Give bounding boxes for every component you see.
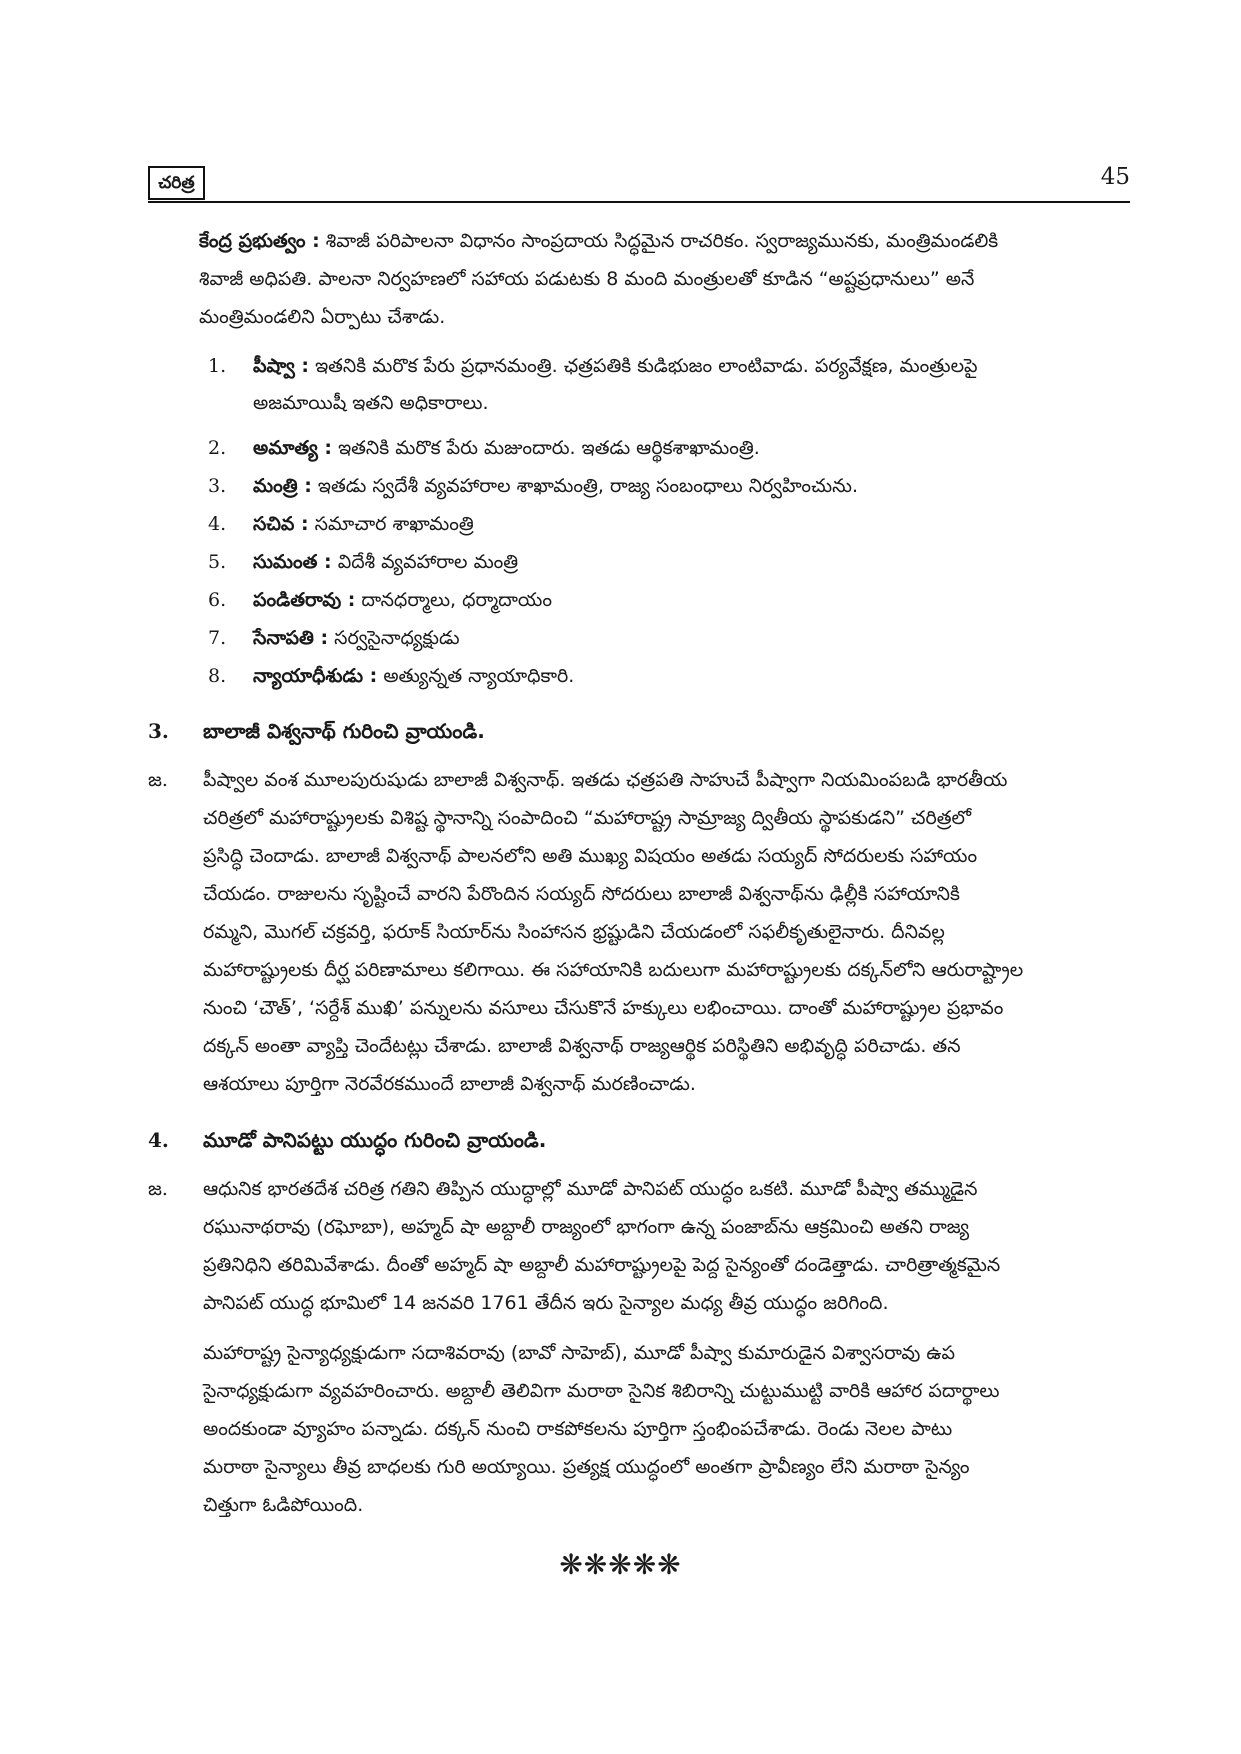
minister-title: సచివ :: [253, 513, 309, 535]
q4-answer-line: చిత్తుగా ఓడిపోయింది.: [203, 1494, 364, 1516]
minister-title: పండితరావు :: [253, 589, 356, 611]
q4-answer-line: ప్రతినిధిని తరిమివేశాడు. దీంతో అహ్మద్ షా అబ్దాలీ మహారాష్ట్రులపై పెద్ద సైన్యంతో దండెత్తాడు. చారిత్రాత్మకమైన: [203, 1254, 1001, 1276]
q4-answer-line: పానిపట్ యుద్ధ భూమిలో 14 జనవరి 1761 తేదీన ఇరు సైన్యాల మధ్య తీవ్ర యుద్ధం జరిగింది.: [203, 1292, 889, 1314]
minister-num: 7.: [208, 627, 227, 649]
q3-answer-line: చరిత్రలో మహారాష్ట్రులకు విశిష్ట స్థానాన్ని సంపాదించి “మహారాష్ట్ర సామ్రాజ్య ద్వితీయ స్థాపకుడని” చరిత్రలో: [203, 807, 972, 829]
minister-num: 5.: [208, 551, 227, 573]
minister-title: మంత్రి :: [253, 475, 312, 497]
minister-title: పీష్వా :: [253, 355, 310, 377]
minister-item: [253, 510, 474, 538]
minister-num: 3.: [208, 475, 227, 497]
minister-text: విదేశీ వ్యవహారాల మంత్రి: [337, 551, 519, 573]
question-3-heading: బాలాజీ విశ్వనాథ్ గురించి వ్రాయండి.: [203, 719, 485, 743]
q4-answer-line: మహారాష్ట్ర సైన్యాధ్యక్షుడుగా సదాశివరావు (బావో సాహెబ్), మూడో పీష్వా కుమారుడైన విశ్వాసరావు ఉప: [203, 1342, 956, 1364]
minister-text: సమాచార శాఖామంత్రి: [314, 513, 474, 535]
minister-title: సేనాపతి :: [253, 627, 329, 649]
minister-num: 4.: [208, 513, 227, 535]
central-gov-line-2: శివాజీ అధిపతి. పాలనా నిర్వహణలో సహాయ పడుటకు 8 మంది మంత్రులతో కూడిన “అష్టప్రధానులు” అనే: [199, 268, 975, 290]
central-gov-line-1: [199, 227, 998, 255]
q3-answer-line: మహారాష్ట్రులకు దీర్ఘ పరిణామాలు కలిగాయి. ఈ సహాయానికి బదులుగా మహారాష్ట్రులకు దక్కన్‌లోని ఆరురాష్ట్రాల: [203, 959, 1024, 981]
minister-item: [253, 586, 552, 614]
q3-answer-line: ఆశయాలు పూర్తిగా నెరవేరకముందే బాలాజీ విశ్వనాథ్ మరణించాడు.: [203, 1073, 696, 1095]
central-gov-heading: కేంద్ర ప్రభుత్వం :: [199, 230, 320, 252]
minister-item-continuation: అజమాయిషీ ఇతని అధికారాలు.: [253, 392, 489, 414]
q3-answer-line: దక్కన్ అంతా వ్యాప్తి చెందేటట్లు చేశాడు. బాలాజీ విశ్వనాథ్ రాజ్యఆర్థిక పరిస్థితిని అభివృద్ధి పరిచాడు. తన: [203, 1035, 961, 1057]
question-number: 3.: [148, 719, 169, 743]
minister-item: [253, 662, 574, 690]
minister-title: న్యాయాధీశుడు :: [253, 665, 378, 687]
minister-num: 6.: [208, 589, 227, 611]
central-gov-text-1: శివాజీ పరిపాలనా విధానం సాంప్రదాయ సిద్ధమైన రాచరికం. స్వరాజ్యమునకు, మంత్రిమండలికి: [325, 230, 999, 252]
q4-answer-line: సైనాధ్యక్షుడుగా వ్యవహరించారు. అబ్దాలీ తెలివిగా మరాఠా సైనిక శిబిరాన్ని చుట్టుముట్టి వారికి ఆహార పదార్థాలు: [203, 1380, 1000, 1402]
q4-answer-line: మరాఠా సైన్యాలు తీవ్ర బాధలకు గురి అయ్యాయి. ప్రత్యక్ష యుద్ధంలో అంతగా ప్రావీణ్యం లేని మరాఠా సైన్యం: [203, 1456, 970, 1478]
q3-answer-line: పీష్వాల వంశ మూలపురుషుడు బాలాజీ విశ్వనాథ్. ఇతడు ఛత్రపతి సాహుచే పీష్వాగా నియమింపబడి భారతీయ: [203, 769, 1008, 791]
q3-answer-line: నుంచి ‘చౌత్’, ‘సర్దేశ్ ముఖి’ పన్నులను వసూలు చేసుకొనే హక్కులు లభించాయి. దాంతో మహారాష్ట్రుల ప్రభావం: [203, 997, 1004, 1019]
minister-text: అత్యున్నత న్యాయాధికారి.: [383, 665, 575, 687]
subject-tag: చరిత్ర: [148, 166, 205, 200]
minister-item: [253, 624, 460, 652]
q3-answer-line: చేయడం. రాజులను సృష్టించే వారని పేరొందిన సయ్యద్ సోదరులు బాలాజీ విశ్వనాథ్‌ను ఢిల్లీకి సహాయానికి: [203, 883, 960, 905]
minister-text: ఇతడు స్వదేశీ వ్యవహారాల శాఖామంత్రి, రాజ్య సంబంధాలు నిర్వహించును.: [317, 475, 859, 497]
answer-marker: జ.: [148, 1178, 168, 1200]
minister-text: ఇతనికి మరొక పేరు ప్రధానమంత్రి. ఛత్రపతికి కుడిభుజం లాంటివాడు. పర్యవేక్షణ, మంత్రులపై: [315, 355, 978, 377]
minister-item: [253, 434, 760, 462]
central-gov-line-3: మంత్రిమండలిని ఏర్పాటు చేశాడు.: [199, 306, 446, 328]
minister-item: [253, 352, 978, 380]
minister-item: [253, 548, 518, 576]
minister-title: అమాత్య :: [253, 437, 333, 459]
question-4-heading: మూడో పానిపట్టు యుద్ధం గురించి వ్రాయండి.: [203, 1128, 547, 1152]
q4-answer-line: ఆధునిక భారతదేశ చరిత్ర గతిని తిప్పిన యుద్ధాల్లో మూడో పానిపట్ యుద్ధం ఒకటి. మూడో పీష్వా తమ్ముడైన: [203, 1178, 978, 1200]
minister-text: సర్వసైనాధ్యక్షుడు: [334, 627, 460, 649]
minister-title: సుమంత :: [253, 551, 332, 573]
minister-item: [253, 472, 858, 500]
minister-num: 1.: [208, 355, 227, 377]
end-of-section-mark: ❋❋❋❋❋: [559, 1548, 682, 1581]
page-number: 45: [1100, 164, 1130, 190]
header-rule: [148, 201, 1130, 203]
q3-answer-line: ప్రసిద్ధి చెందాడు. బాలాజీ విశ్వనాథ్ పాలనలోని అతి ముఖ్య విషయం అతడు సయ్యద్ సోదరులకు సహాయం: [203, 845, 978, 867]
answer-marker: జ.: [148, 769, 168, 791]
minister-num: 8.: [208, 665, 227, 687]
minister-text: దానధర్మాలు, ధర్మాదాయం: [361, 589, 552, 611]
question-number: 4.: [148, 1128, 169, 1152]
minister-num: 2.: [208, 437, 227, 459]
minister-text: ఇతనికి మరొక పేరు మజుందారు. ఇతడు ఆర్థికశాఖామంత్రి.: [338, 437, 760, 459]
q4-answer-line: రఘునాథరావు (రఘోబా), అహ్మద్ షా అబ్దాలీ రాజ్యంలో భాగంగా ఉన్న పంజాబ్‌ను ఆక్రమించి అతని రాజ్య: [203, 1216, 970, 1238]
q4-answer-line: అందకుండా వ్యూహం పన్నాడు. దక్కన్ నుంచి రాకపోకలను పూర్తిగా స్తంభింపచేశాడు. రెండు నెలల పాటు: [203, 1418, 953, 1440]
q3-answer-line: రమ్మని, మొగల్ చక్రవర్తి, ఫరూక్ సియార్‌ను సింహాసన భ్రష్టుడిని చేయడంలో సఫలీకృతులైనారు. దీనివల్ల: [203, 921, 945, 943]
